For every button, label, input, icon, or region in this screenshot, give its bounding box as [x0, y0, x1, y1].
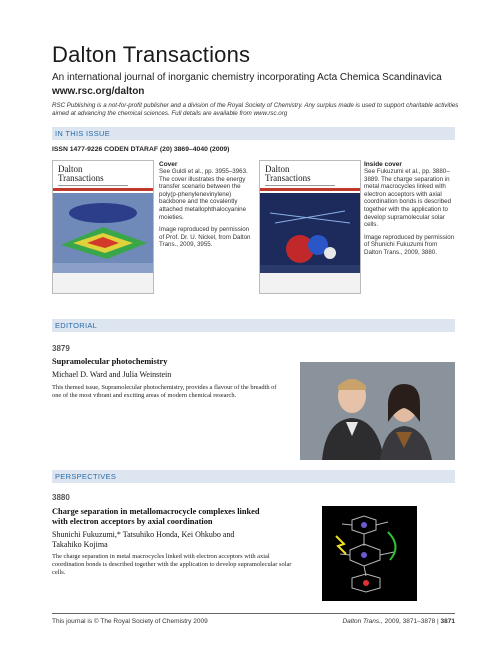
- inside-cover-footer: [260, 273, 360, 293]
- footer-separator: |: [437, 618, 439, 625]
- perspectives-page-number: 3880: [52, 493, 70, 502]
- editorial-title[interactable]: Supramolecular photochemistry: [52, 357, 168, 366]
- editors-photo: [300, 362, 455, 460]
- perspectives-title[interactable]: [52, 507, 302, 527]
- cover-band: [53, 188, 153, 191]
- molecule-graphic: [322, 506, 417, 601]
- cover-footer: [53, 273, 153, 293]
- in-this-issue-bar: [52, 127, 455, 140]
- editorial-bar: [52, 319, 455, 332]
- editorial-page-number: 3879: [52, 344, 70, 353]
- inside-cover-journal-title: [265, 165, 311, 183]
- perspectives-authors: [52, 530, 302, 549]
- footer-page-number: 3871: [440, 618, 455, 625]
- cover-title-line-1: Dalton: [58, 164, 83, 174]
- footer-citation-rest: 2009, 3871–3878: [384, 618, 436, 625]
- cover-text: See Guldi et al., pp. 3955–3963. The cover illustrates the energy transfer scenario between the poly(p-phenylenevinylene) backbone and the covalently attached metallophthalocyanine moieties.: [159, 168, 248, 221]
- in-this-issue-label: IN THIS ISSUE: [55, 129, 111, 138]
- perspectives-authors-line-2: Takahiko Kojima: [52, 539, 108, 549]
- footer-citation: [342, 618, 455, 625]
- cover-journal-title: [58, 165, 104, 183]
- footer-journal-abbrev: Dalton Trans.,: [342, 618, 383, 625]
- perspectives-abstract: The charge separation in metal macrocycles linked with electron acceptors with axial coordination bonds is described together with the application to develop supramolecular solar cells.: [52, 553, 292, 576]
- perspectives-title-line-2: with electron acceptors by axial coordination: [52, 517, 213, 526]
- cover-image[interactable]: [52, 160, 154, 294]
- editorial-label: EDITORIAL: [55, 321, 98, 330]
- footer-copyright: This journal is © The Royal Society of Chemistry 2009: [52, 618, 208, 625]
- cover-rule: [58, 185, 128, 186]
- inside-cover-heading: Inside cover: [364, 161, 402, 168]
- cover-caption: [159, 161, 251, 249]
- footer-rule: [52, 613, 455, 614]
- molecule-art: [322, 506, 417, 601]
- journal-title: Dalton Transactions: [52, 42, 251, 67]
- journal-url[interactable]: www.rsc.org/dalton: [52, 86, 145, 97]
- inside-cover-credit: Image reproduced by permission of Shunichi Fukuzumi from Dalton Trans., 2009, 3880.: [364, 233, 455, 256]
- inside-cover-artwork: [260, 193, 360, 278]
- inside-cover-rule: [265, 185, 335, 186]
- cover-title-line-2: Transactions: [58, 173, 104, 183]
- inside-cover-band: [260, 188, 360, 191]
- inside-cover-image[interactable]: [259, 160, 361, 294]
- editors-photo-art: [300, 362, 455, 460]
- perspectives-authors-line-1: Shunichi Fukuzumi,* Tatsuhiko Honda, Kei Ohkubo and: [52, 530, 235, 539]
- publisher-disclaimer: RSC Publishing is a not-for-profit publisher and a division of the Royal Society of Chemistry. Any surplus made is used to support charitable activities aimed at advancing the chemical sciences. Full details are available from www.rsc.org: [52, 102, 459, 118]
- cover-artwork: [53, 193, 153, 278]
- inside-cover-text: See Fukuzumi et al., pp. 3880–3889. The charge separation in metal macrocycles linked with electron acceptors with axial coordination bonds is described together with the application to develop supramolecular solar cells.: [364, 168, 452, 229]
- inside-cover-caption: [364, 161, 456, 257]
- perspectives-label: PERSPECTIVES: [55, 472, 117, 481]
- inside-cover-title-line-2: Transactions: [265, 173, 311, 183]
- cover-credit: Image reproduced by permission of Prof. Dr. U. Nickel, from Dalton Trans., 2009, 3955.: [159, 226, 251, 249]
- issn-line: ISSN 1477-9226 CODEN DTARAF (20) 3869–4040 (2009): [52, 146, 230, 153]
- cover-heading: Cover: [159, 161, 178, 168]
- editorial-authors: Michael D. Ward and Julia Weinstein: [52, 370, 172, 379]
- inside-cover-title-line-1: Dalton: [265, 164, 290, 174]
- journal-subtitle: An international journal of inorganic chemistry incorporating Acta Chemica Scandinavica: [52, 72, 442, 83]
- editorial-abstract: This themed issue, Supramolecular photochemistry, provides a flavour of the breadth of one of the most vibrant and exciting areas of modern chemical research.: [52, 384, 277, 399]
- perspectives-title-line-1: Charge separation in metallomacrocycle complexes linked: [52, 507, 260, 516]
